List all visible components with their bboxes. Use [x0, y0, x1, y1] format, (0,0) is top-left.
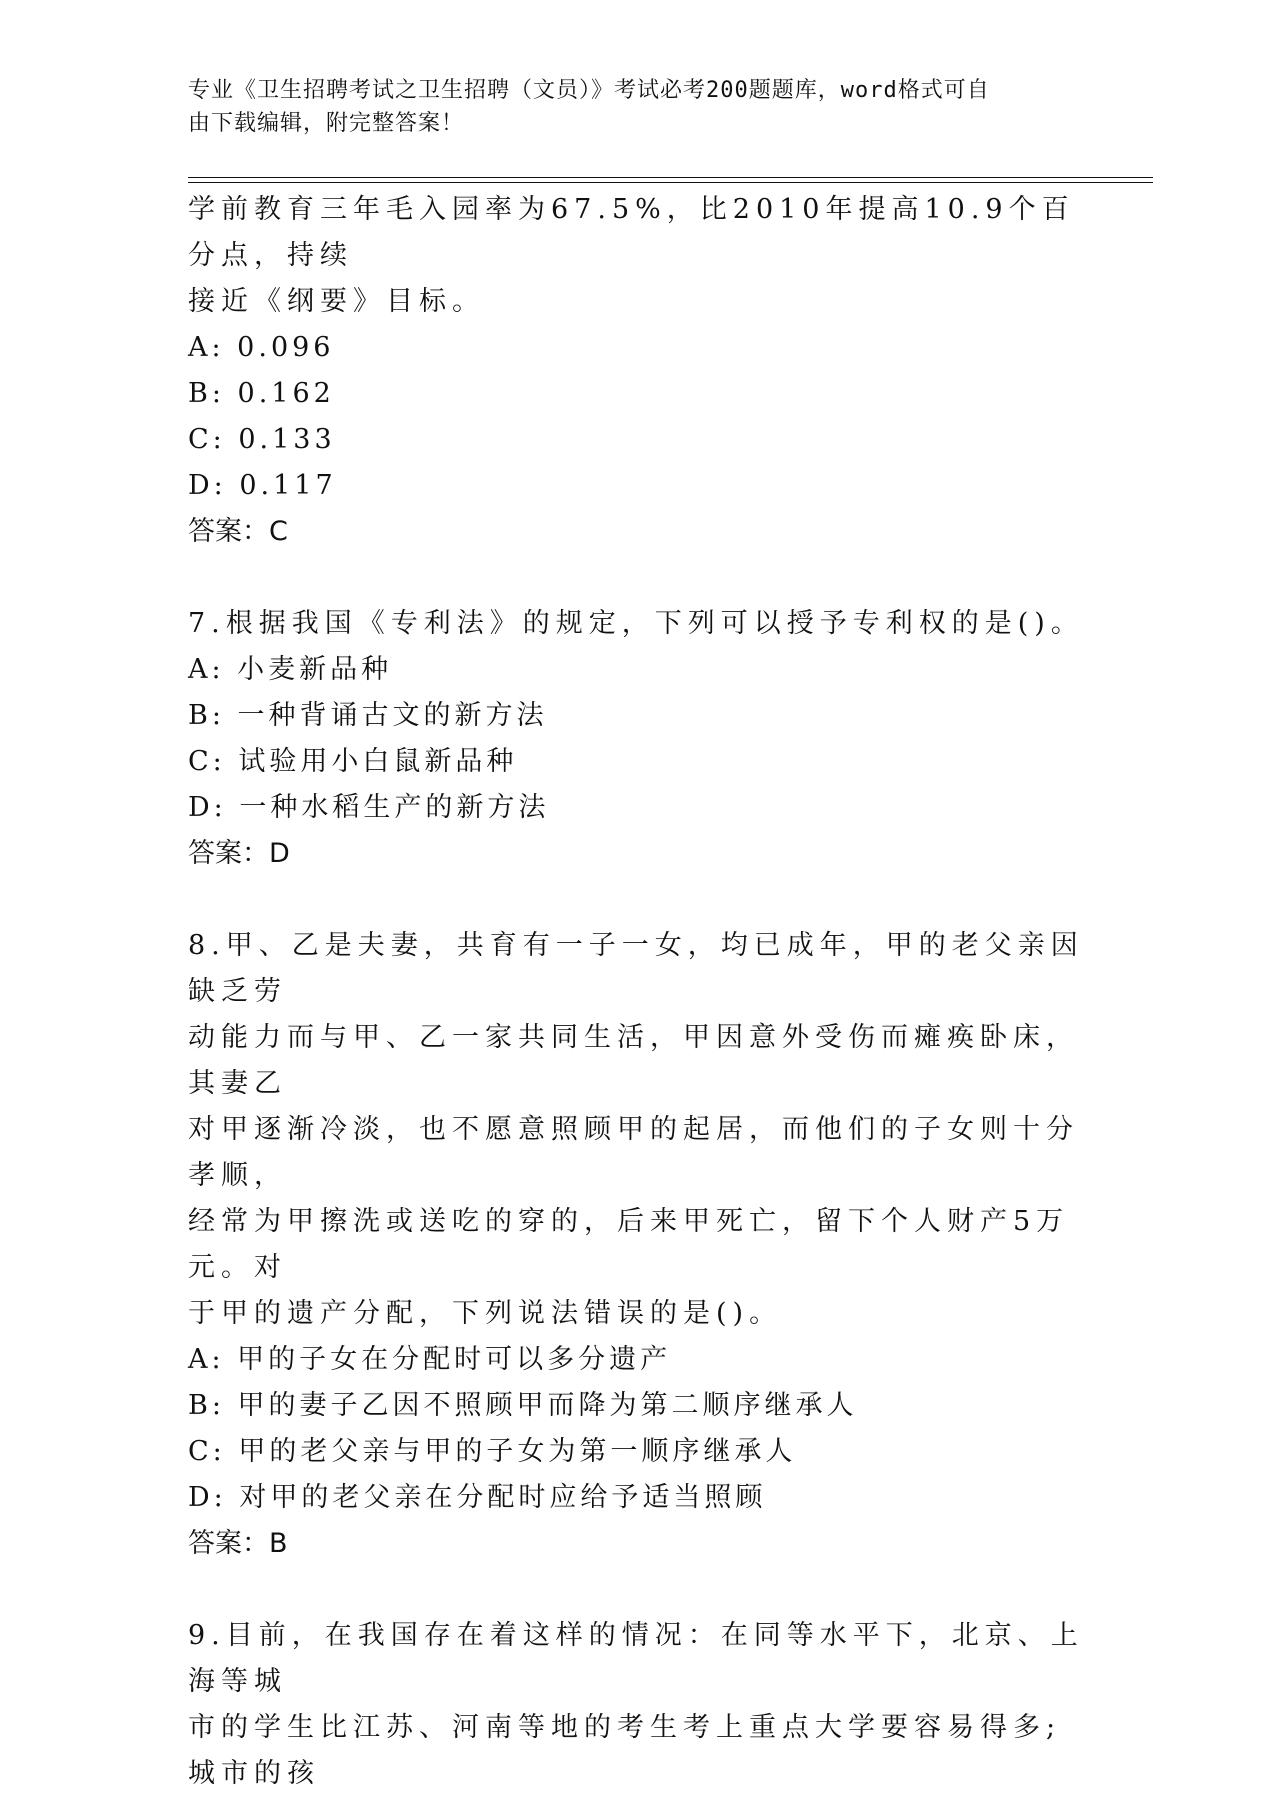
- header-divider-bottom: [188, 182, 1153, 183]
- option-a: A: 甲的子女在分配时可以多分遗产: [188, 1344, 672, 1375]
- header-divider-top: [188, 177, 1153, 178]
- question-text-line: 接近《纲要》目标。: [188, 286, 485, 317]
- question-text-line: 7.根据我国《专利法》的规定，下列可以授予专利权的是()。: [188, 608, 1084, 639]
- option-d: D: 一种水稻生产的新方法: [188, 792, 550, 823]
- question-text-line: 8.甲、乙是夫妻，共育有一子一女，均已成年，甲的老父亲因缺乏劳: [188, 930, 1084, 1007]
- answer-line: 答案：C: [188, 516, 288, 547]
- option-c: C: 甲的老父亲与甲的子女为第一顺序继承人: [188, 1436, 797, 1467]
- question-8: [188, 923, 1088, 1567]
- question-text-line: 市的学生比江苏、河南等地的考生考上重点大学要容易得多;城市的孩: [188, 1712, 1062, 1789]
- question-continuation: [188, 187, 1088, 555]
- option-d: D: 0.117: [188, 470, 337, 501]
- header-line-2: 由下载编辑，附完整答案！: [188, 111, 465, 136]
- option-c: C: 0.133: [188, 424, 336, 455]
- header-line-1: 专业《卫生招聘考试之卫生招聘（文员）》考试必考200题题库，word格式可自: [188, 78, 990, 103]
- document-header: [188, 74, 1088, 140]
- question-text-line: 学前教育三年毛入园率为67.5%，比2010年提高10.9个百分点，持续: [188, 194, 1075, 271]
- option-b: B: 一种背诵古文的新方法: [188, 700, 548, 731]
- question-text-line: 9.目前，在我国存在着这样的情况：在同等水平下，北京、上海等城: [188, 1620, 1084, 1697]
- question-9: [188, 1613, 1088, 1797]
- page-content: [188, 187, 1088, 1797]
- question-text-line: 动能力而与甲、乙一家共同生活，甲因意外受伤而瘫痪卧床，其妻乙: [188, 1022, 1079, 1099]
- option-b: B: 0.162: [188, 378, 335, 409]
- answer-line: 答案：B: [188, 1528, 288, 1559]
- answer-line: 答案：D: [188, 838, 290, 869]
- option-a: A: 小麦新品种: [188, 654, 393, 685]
- option-d: D: 对甲的老父亲在分配时应给予适当照顾: [188, 1482, 767, 1513]
- question-text-line: 经常为甲擦洗或送吃的穿的，后来甲死亡，留下个人财产5万元。对: [188, 1206, 1070, 1283]
- option-b: B: 甲的妻子乙因不照顾甲而降为第二顺序继承人: [188, 1390, 858, 1421]
- question-text-line: 对甲逐渐冷淡，也不愿意照顾甲的起居，而他们的子女则十分孝顺，: [188, 1114, 1079, 1191]
- question-text-line: 于甲的遗产分配，下列说法错误的是()。: [188, 1298, 783, 1329]
- option-c: C: 试验用小白鼠新品种: [188, 746, 518, 777]
- option-a: A: 0.096: [188, 332, 335, 363]
- question-7: [188, 601, 1088, 877]
